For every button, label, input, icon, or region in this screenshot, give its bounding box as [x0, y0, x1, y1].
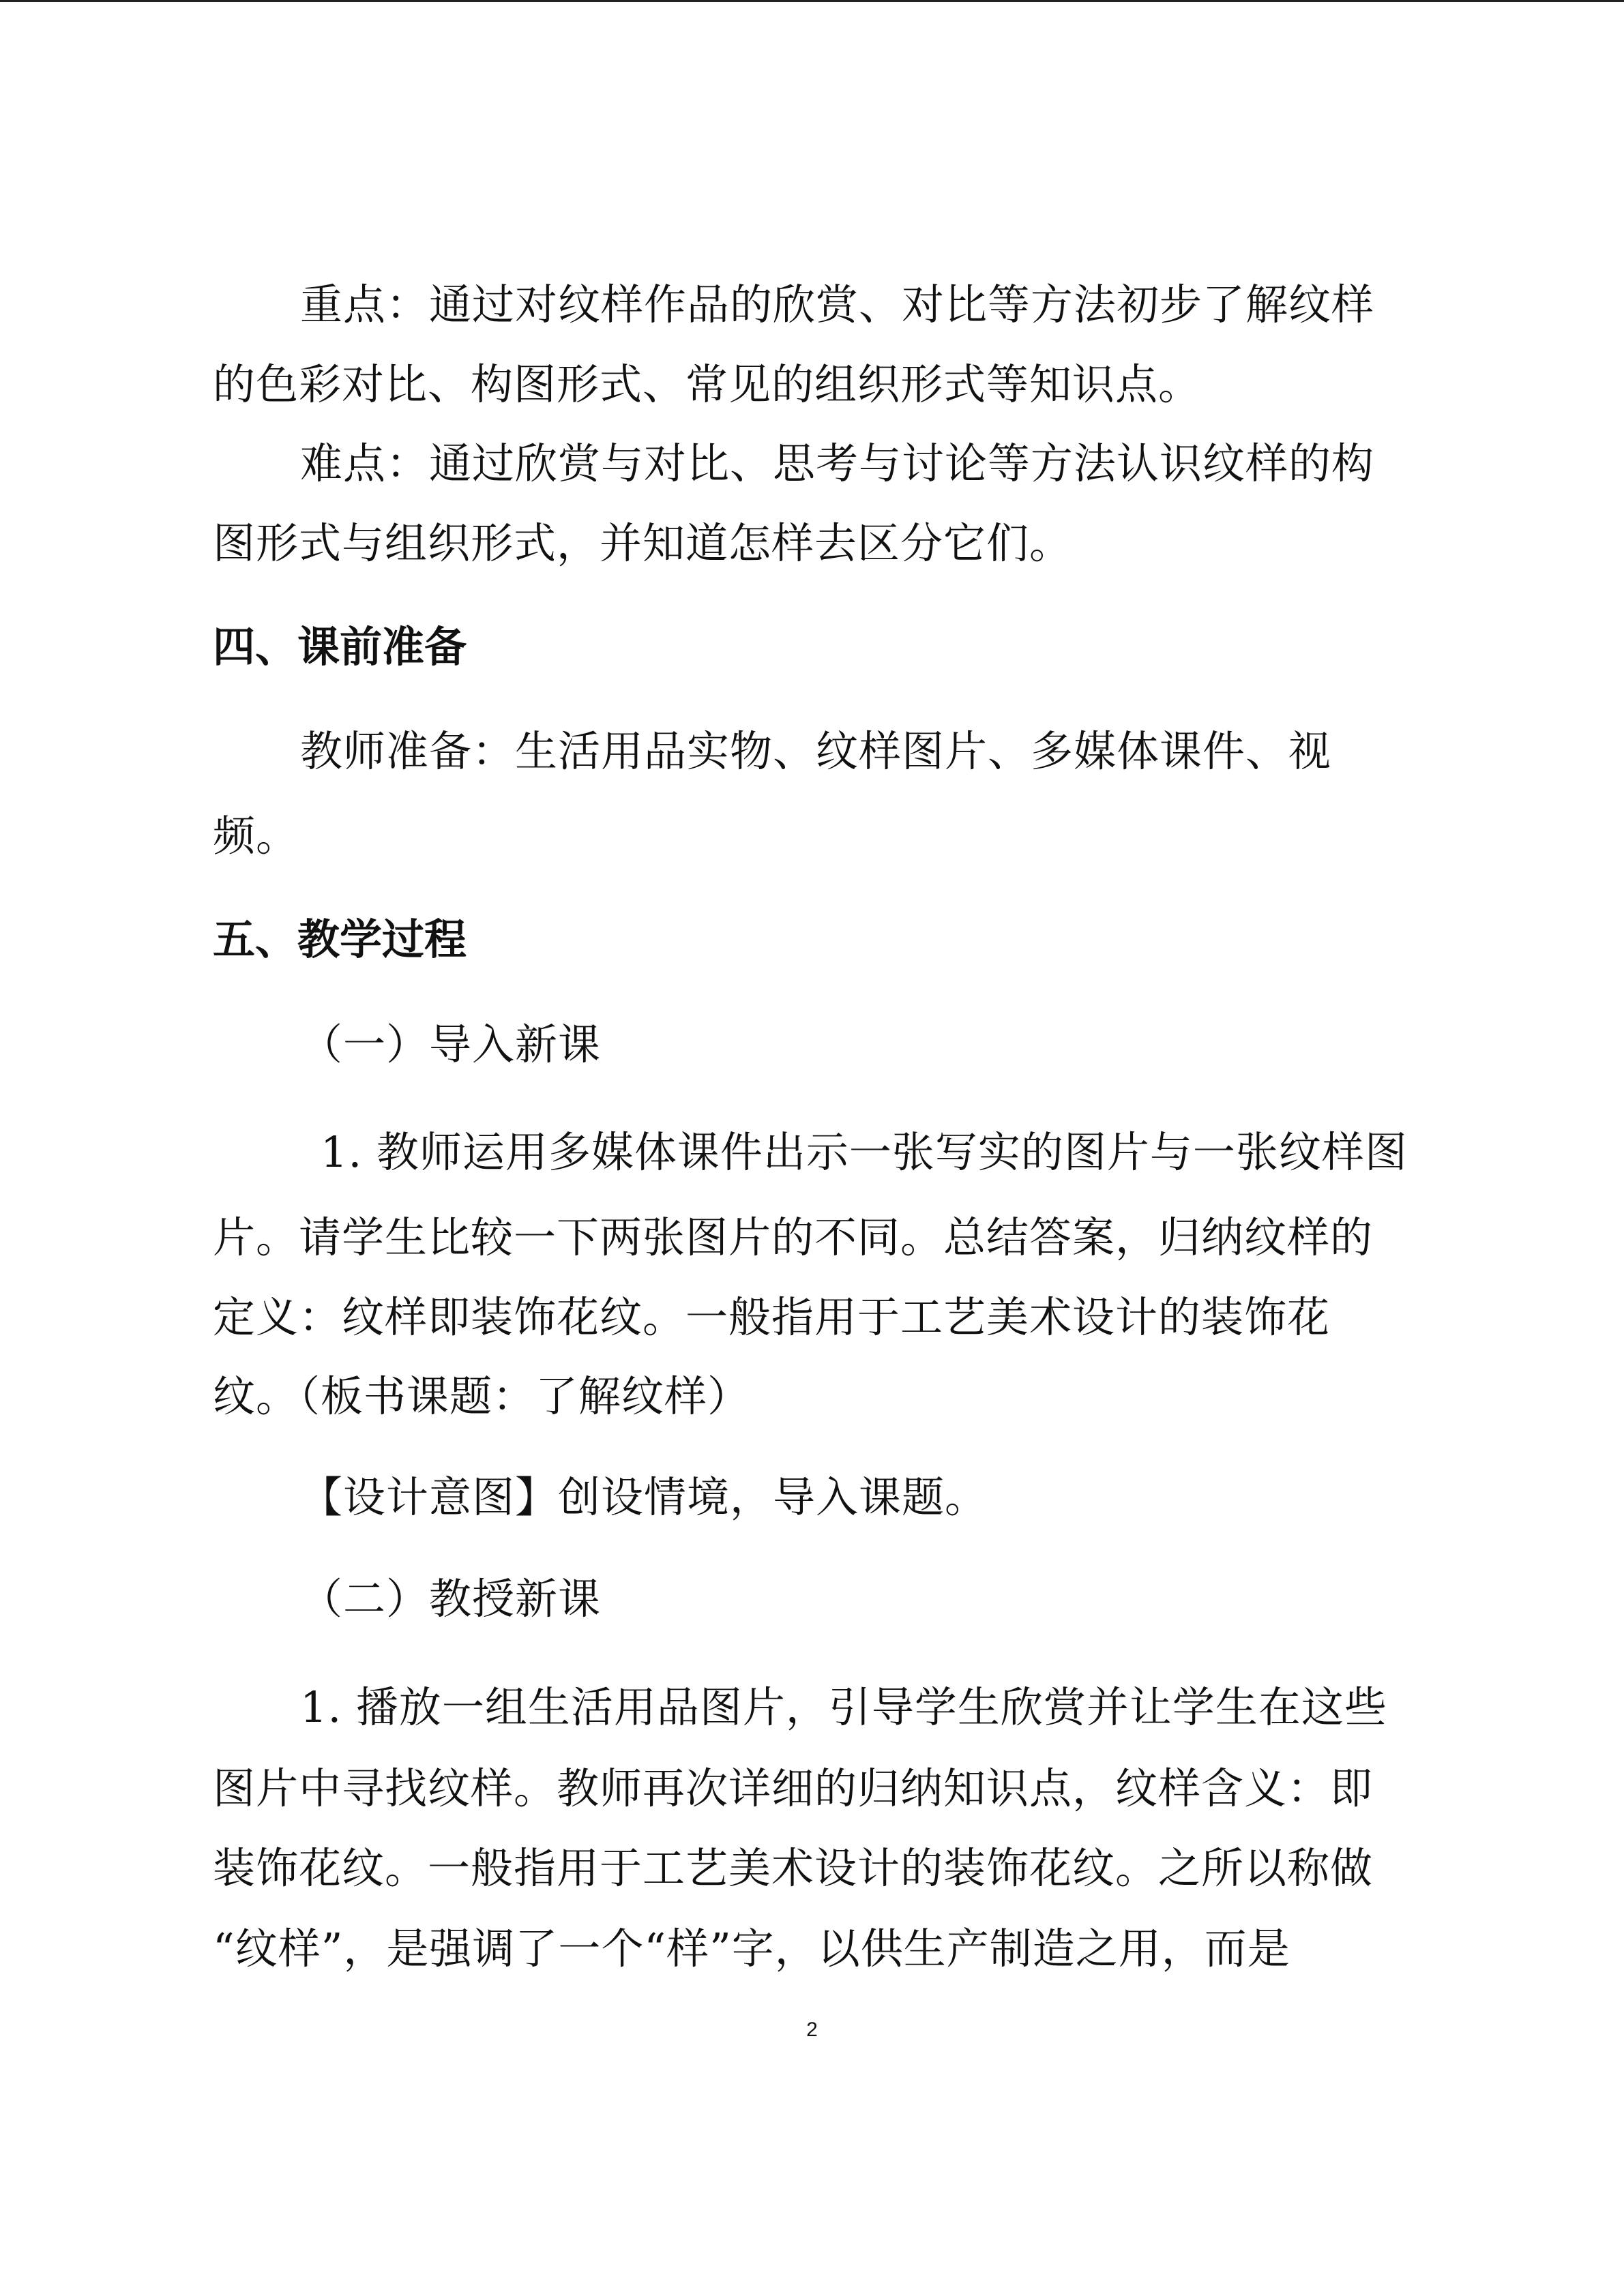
- item1-line-3: 定义：纹样即装饰花纹。一般指用于工艺美术设计的装饰花: [213, 1292, 1331, 1342]
- item2-line-4: “纹样”，是强调了一个“样”字，以供生产制造之用，而是: [213, 1924, 1290, 1973]
- item1-line-2: 片。请学生比较一下两张图片的不同。总结答案，归纳纹样的: [213, 1212, 1374, 1262]
- difficulty-line-2: 图形式与组织形式，并知道怎样去区分它们。: [213, 518, 1073, 568]
- section-heading-preparation: 四、课前准备: [213, 622, 467, 672]
- item2-line-2: 图片中寻找纹样。教师再次详细的归纳知识点，纹样含义：即: [213, 1763, 1374, 1813]
- subsection-intro: （一）导入新课: [300, 1019, 602, 1069]
- page-number: 2: [806, 2018, 818, 2041]
- item2-line-1: 1. 播放一组生活用品图片，引导学生欣赏并让学生在这些: [300, 1682, 1387, 1732]
- page-top-border: [0, 0, 1624, 2]
- item2-line-3: 装饰花纹。一般指用于工艺美术设计的装饰花纹。之所以称做: [213, 1843, 1374, 1893]
- section-heading-process: 五、教学过程: [213, 914, 467, 964]
- item1-line-1: 1. 教师运用多媒体课件出示一张写实的图片与一张纹样图: [321, 1127, 1408, 1177]
- preparation-line-2: 频。: [213, 811, 299, 861]
- design-intent: 【设计意图】创设情境，导入课题。: [300, 1472, 988, 1522]
- subsection-teach: （二）教授新课: [300, 1574, 602, 1624]
- focus-line-2: 的色彩对比、构图形式、常见的组织形式等知识点。: [213, 359, 1202, 409]
- focus-line-1: 重点：通过对纹样作品的欣赏、对比等方法初步了解纹样: [300, 280, 1375, 329]
- preparation-line-1: 教师准备：生活用品实物、纹样图片、多媒体课件、视: [300, 726, 1332, 776]
- item1-line-4: 纹。（板书课题：了解纹样）: [213, 1371, 751, 1421]
- difficulty-line-1: 难点：通过欣赏与对比、思考与讨论等方法认识纹样的构: [300, 438, 1375, 488]
